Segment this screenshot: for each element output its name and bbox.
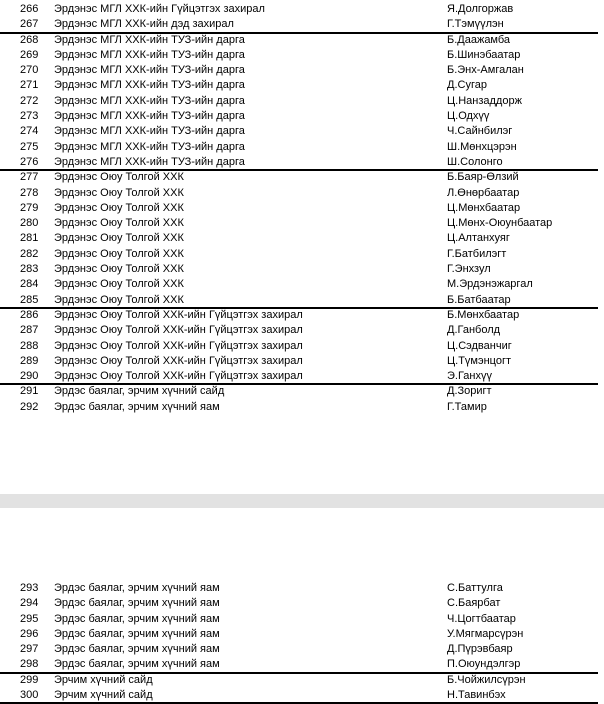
organization-position: Эрдэнэс Оюу Толгой ХХК-ийн Гүйцэтгэх захирал	[54, 324, 303, 337]
person-name: Ц.Мөнх-Оюунбаатар	[447, 217, 553, 230]
page-separator	[0, 494, 604, 508]
row-number: 267	[20, 18, 39, 31]
organization-position: Эрчим хүчний сайд	[54, 689, 153, 702]
person-name: Б.Чойжилсүрэн	[447, 673, 526, 686]
organization-position: Эрдэс баялаг, эрчим хүчний яам	[54, 400, 220, 413]
table-row	[0, 354, 598, 369]
person-name: Б.Мөнхбаатар	[447, 308, 520, 321]
row-number: 285	[20, 293, 39, 306]
row-number: 278	[20, 186, 39, 199]
row-number: 279	[20, 201, 39, 214]
row-number: 289	[20, 354, 39, 367]
row-number: 270	[20, 64, 39, 77]
person-name: Л.Өнөрбаатар	[447, 186, 520, 199]
table-row	[0, 339, 598, 354]
person-name: С.Баттулга	[447, 582, 503, 594]
table-row	[0, 63, 598, 78]
row-number: 300	[20, 689, 39, 702]
person-name: Ш.Мөнхцэрэн	[447, 140, 517, 153]
table-row	[0, 673, 598, 688]
table-row	[0, 48, 598, 63]
table-row	[0, 596, 598, 611]
organization-position: Эрдэнэс МГЛ ХХК-ийн ТУЗ-ийн дарга	[54, 125, 245, 138]
row-number: 277	[20, 171, 39, 184]
table-row	[0, 688, 598, 703]
person-name: Ц.Одхүү	[447, 110, 490, 123]
entry-list-top	[0, 2, 598, 415]
row-number: 295	[20, 612, 39, 625]
table-row	[0, 170, 598, 185]
person-name: Ц.Түмэнцогт	[447, 354, 512, 367]
organization-position: Эрдэс баялаг, эрчим хүчний яам	[54, 627, 220, 640]
organization-position: Эрдэнэс МГЛ ХХК-ийн ТУЗ-ийн дарга	[54, 155, 245, 168]
table-row	[0, 293, 598, 308]
person-name: Б.Даажамба	[447, 33, 511, 46]
person-name: М.Эрдэнэжаргал	[447, 278, 533, 291]
person-name: Г.Энхзул	[447, 263, 491, 276]
person-name: Ц.Алтанхуяг	[447, 232, 510, 245]
row-number: 281	[20, 232, 39, 245]
person-name: П.Оюундэлгэр	[447, 658, 521, 671]
person-name: Ц.Сэдванчиг	[447, 339, 512, 352]
row-number: 290	[20, 370, 39, 383]
row-number: 286	[20, 308, 39, 321]
organization-position: Эрдэнэс Оюу Толгой ХХК	[54, 171, 184, 184]
row-number: 271	[20, 79, 39, 92]
table-row	[0, 140, 598, 155]
organization-position: Эрдэс баялаг, эрчим хүчний яам	[54, 658, 220, 671]
person-name: Б.Шинэбаатар	[447, 48, 521, 61]
person-name: Ц.Нанзаддорж	[447, 94, 522, 107]
person-name: Б.Батбаатар	[447, 293, 511, 306]
person-name: Д.Ганболд	[447, 324, 501, 337]
person-name: Я.Долгоржав	[447, 3, 514, 15]
row-number: 268	[20, 33, 39, 46]
organization-position: Эрдэс баялаг, эрчим хүчний яам	[54, 643, 220, 656]
organization-position: Эрдэнэс МГЛ ХХК-ийн ТУЗ-ийн дарга	[54, 64, 245, 77]
table-row	[0, 657, 598, 672]
organization-position: Эрчим хүчний сайд	[54, 673, 153, 686]
table-row	[0, 186, 598, 201]
organization-position: Эрдэнэс Оюу Толгой ХХК	[54, 232, 184, 245]
document-page-bottom	[0, 508, 604, 704]
organization-position: Эрдэс баялаг, эрчим хүчний яам	[54, 597, 220, 610]
organization-position: Эрдэс баялаг, эрчим хүчний яам	[54, 582, 220, 594]
organization-position: Эрдэнэс МГЛ ХХК-ийн Гүйцэтгэх захирал	[54, 3, 265, 15]
row-number: 276	[20, 155, 39, 168]
organization-position: Эрдэнэс МГЛ ХХК-ийн ТУЗ-ийн дарга	[54, 48, 245, 61]
row-number: 266	[20, 3, 39, 15]
row-number: 299	[20, 673, 39, 686]
person-name: Ц.Мөнхбаатар	[447, 201, 521, 214]
organization-position: Эрдэнэс Оюу Толгой ХХК	[54, 201, 184, 214]
table-row	[0, 277, 598, 292]
table-row	[0, 612, 598, 627]
organization-position: Эрдэнэс Оюу Толгой ХХК-ийн Гүйцэтгэх захирал	[54, 339, 303, 352]
row-number: 273	[20, 110, 39, 123]
person-name: Н.Тавинбэх	[447, 689, 506, 702]
table-row	[0, 231, 598, 246]
person-name: Г.Тамир	[447, 400, 487, 413]
organization-position: Эрдэнэс Оюу Толгой ХХК-ийн Гүйцэтгэх захирал	[54, 370, 303, 383]
organization-position: Эрдэс баялаг, эрчим хүчний сайд	[54, 385, 225, 398]
row-number: 293	[20, 582, 39, 594]
row-number: 297	[20, 643, 39, 656]
row-number: 269	[20, 48, 39, 61]
person-name: Д.Сугар	[447, 79, 487, 92]
row-number: 272	[20, 94, 39, 107]
person-name: Ч.Цогтбаатар	[447, 612, 516, 625]
row-number: 275	[20, 140, 39, 153]
row-number: 298	[20, 658, 39, 671]
table-row	[0, 216, 598, 231]
row-number: 288	[20, 339, 39, 352]
organization-position: Эрдэнэс МГЛ ХХК-ийн ТУЗ-ийн дарга	[54, 94, 245, 107]
table-row	[0, 17, 598, 32]
row-number: 280	[20, 217, 39, 230]
organization-position: Эрдэнэс Оюу Толгой ХХК	[54, 263, 184, 276]
table-row	[0, 2, 598, 17]
person-name: Д.Зоригт	[447, 385, 492, 398]
organization-position: Эрдэнэс МГЛ ХХК-ийн ТУЗ-ийн дарга	[54, 33, 245, 46]
row-number: 294	[20, 597, 39, 610]
row-number: 291	[20, 385, 39, 398]
organization-position: Эрдэнэс Оюу Толгой ХХК	[54, 278, 184, 291]
row-number: 292	[20, 400, 39, 413]
table-row	[0, 323, 598, 338]
person-name: С.Баярбат	[447, 597, 501, 610]
table-row	[0, 33, 598, 48]
row-number: 282	[20, 247, 39, 260]
person-name: У.Мягмарсүрэн	[447, 627, 524, 640]
table-row	[0, 369, 598, 384]
table-row	[0, 109, 598, 124]
row-number: 274	[20, 125, 39, 138]
organization-position: Эрдэнэс Оюу Толгой ХХК-ийн Гүйцэтгэх захирал	[54, 308, 303, 321]
organization-position: Эрдэнэс МГЛ ХХК-ийн ТУЗ-ийн дарга	[54, 79, 245, 92]
person-name: Ч.Сайнбилэг	[447, 125, 513, 138]
row-number: 283	[20, 263, 39, 276]
table-row	[0, 78, 598, 93]
organization-position: Эрдэнэс Оюу Толгой ХХК	[54, 217, 184, 230]
organization-position: Эрдэнэс МГЛ ХХК-ийн ТУЗ-ийн дарга	[54, 110, 245, 123]
organization-position: Эрдэнэс Оюу Толгой ХХК	[54, 186, 184, 199]
table-row	[0, 124, 598, 139]
table-row	[0, 155, 598, 170]
person-name: Б.Энх-Амгалан	[447, 64, 524, 77]
row-number: 287	[20, 324, 39, 337]
table-row	[0, 581, 598, 596]
row-number: 296	[20, 627, 39, 640]
table-row	[0, 642, 598, 657]
table-row	[0, 384, 598, 399]
table-row	[0, 627, 598, 642]
person-name: Г.Батбилэгт	[447, 247, 507, 260]
table-row	[0, 308, 598, 323]
organization-position: Эрдэнэс МГЛ ХХК-ийн дэд захирал	[54, 18, 234, 31]
organization-position: Эрдэнэс Оюу Толгой ХХК-ийн Гүйцэтгэх захирал	[54, 354, 303, 367]
organization-position: Эрдэс баялаг, эрчим хүчний яам	[54, 612, 220, 625]
table-row	[0, 262, 598, 277]
table-row	[0, 201, 598, 216]
organization-position: Эрдэнэс Оюу Толгой ХХК	[54, 247, 184, 260]
table-row	[0, 247, 598, 262]
person-name: Э.Ганхүү	[447, 370, 492, 383]
person-name: Д.Пүрэвбаяр	[447, 643, 513, 656]
table-row	[0, 94, 598, 109]
person-name: Б.Баяр-Өлзий	[447, 171, 519, 184]
person-name: Ш.Солонго	[447, 155, 503, 168]
row-number: 284	[20, 278, 39, 291]
table-row	[0, 400, 598, 415]
organization-position: Эрдэнэс Оюу Толгой ХХК	[54, 293, 184, 306]
organization-position: Эрдэнэс МГЛ ХХК-ийн ТУЗ-ийн дарга	[54, 140, 245, 153]
person-name: Г.Тэмүүлэн	[447, 18, 504, 31]
entry-list-bottom	[0, 581, 598, 703]
